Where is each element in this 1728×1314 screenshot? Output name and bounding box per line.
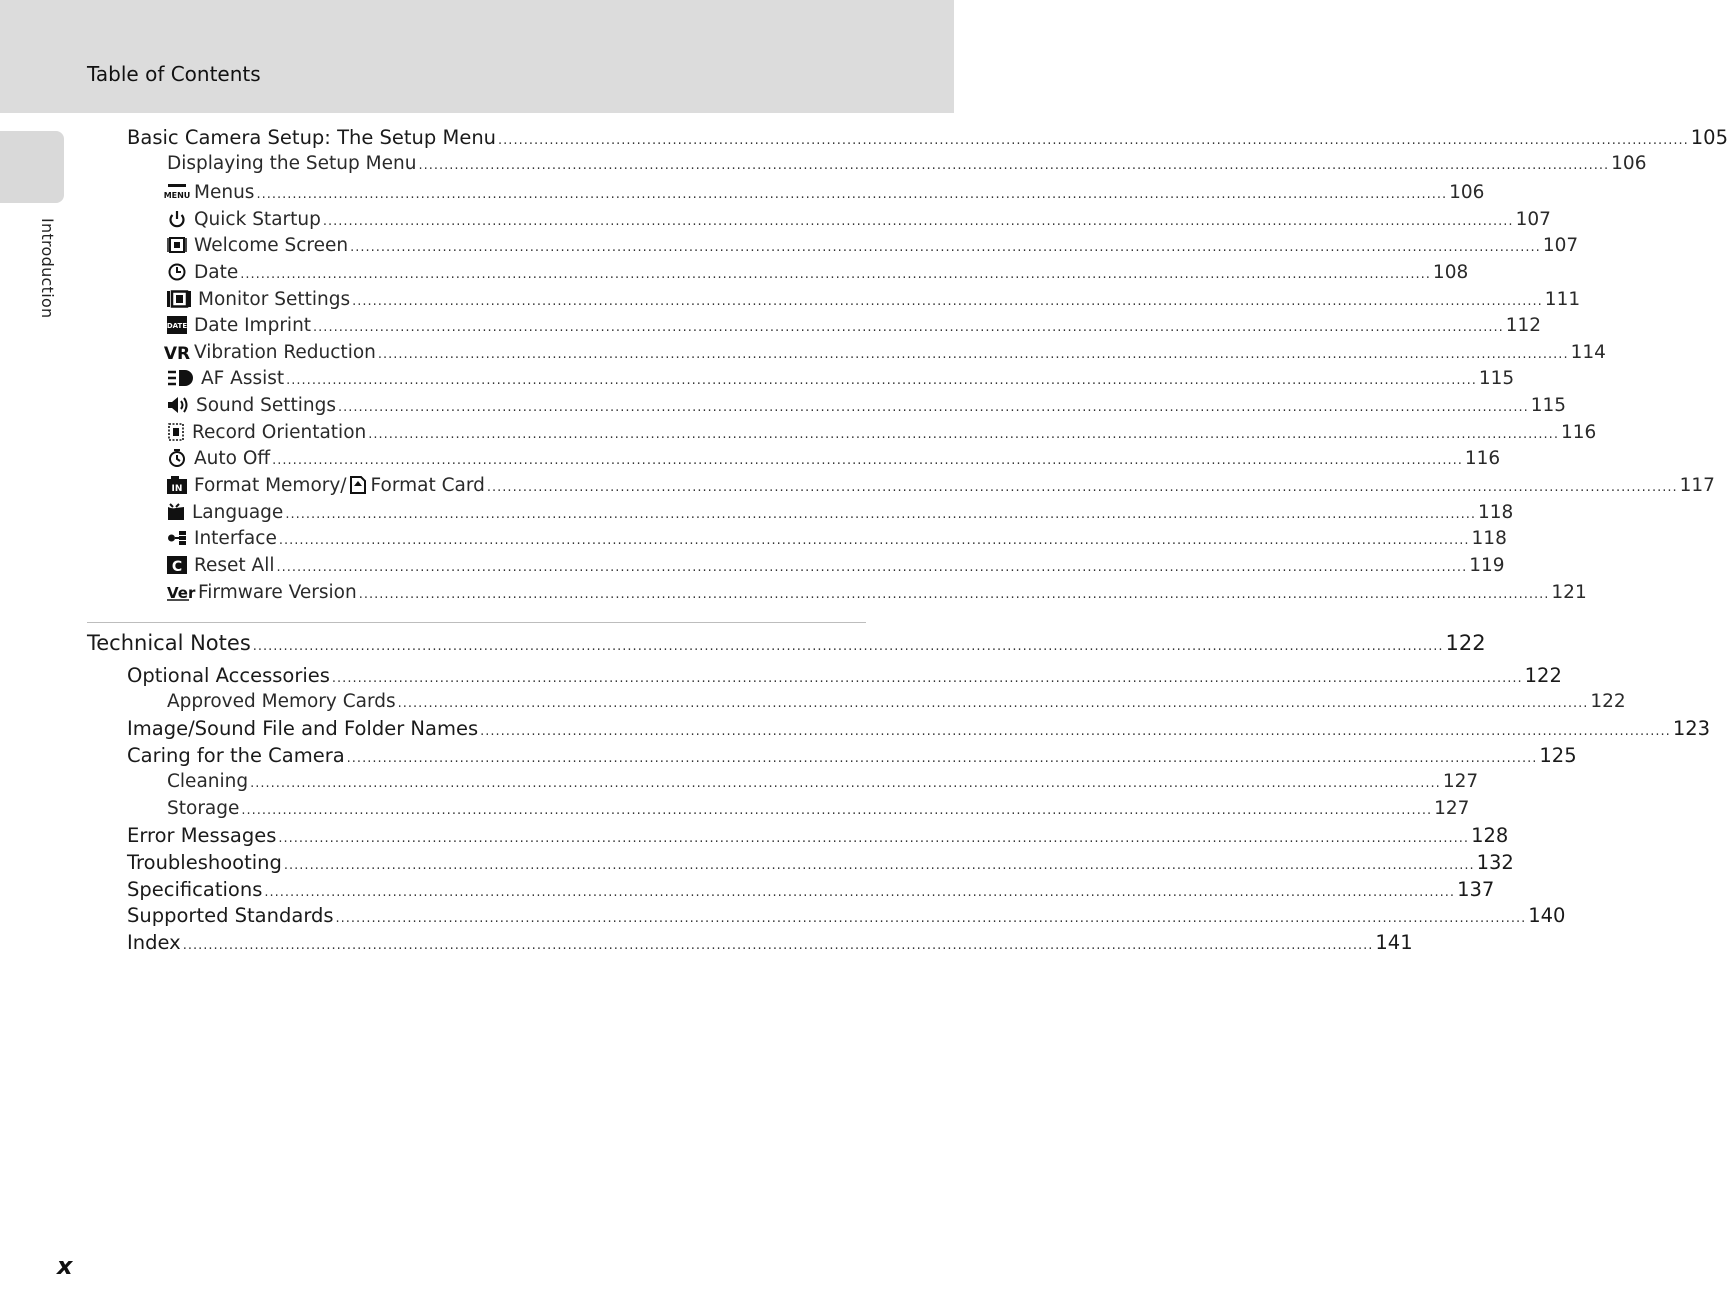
toc-entry-label: Specifications xyxy=(127,878,263,901)
toc-entry-date-imprint[interactable] xyxy=(166,313,1542,336)
toc-page-number: 132 xyxy=(1476,851,1514,874)
leader-dots xyxy=(352,294,1543,309)
speaker-icon xyxy=(167,396,189,414)
toc-page-number: 122 xyxy=(1524,664,1562,687)
menu-icon xyxy=(163,183,191,201)
toc-entry-label: Optional Accessories xyxy=(127,664,330,687)
toc-page-number: 118 xyxy=(1471,528,1507,549)
leader-dots xyxy=(350,240,1541,255)
af-assist-icon xyxy=(167,369,194,387)
toc-entry-technical-notes[interactable] xyxy=(87,631,1486,655)
toc-entry-file-folder-names[interactable] xyxy=(127,717,1711,740)
toc-entry-label: AF Assist xyxy=(201,368,285,389)
toc-page-number: 118 xyxy=(1478,502,1514,523)
toc-entry-reset-all[interactable] xyxy=(167,553,1505,576)
toc-entry-setup-menu[interactable] xyxy=(127,126,1728,149)
toc-entry-label: Image/Sound File and Folder Names xyxy=(127,717,479,740)
toc-entry-displaying-setup-menu[interactable] xyxy=(167,153,1647,174)
toc-entry-menus[interactable] xyxy=(163,180,1485,203)
toc-page-number: 116 xyxy=(1560,422,1597,443)
toc-entry-label: Error Messages xyxy=(127,824,277,847)
toc-entry-af-assist[interactable] xyxy=(167,366,1515,389)
orientation-icon xyxy=(167,423,185,441)
leader-dots xyxy=(279,533,1470,548)
toc-page-number: 122 xyxy=(1445,631,1486,655)
firmware-version-icon xyxy=(167,583,196,602)
toc-entry-label: Index xyxy=(127,931,181,954)
toc-entry-label: Sound Settings xyxy=(196,395,337,416)
svg-text:VR: VR xyxy=(163,344,191,364)
toc-entry-label: Date Imprint xyxy=(194,315,312,336)
leader-dots xyxy=(418,158,1609,173)
auto-off-icon xyxy=(167,449,187,467)
vr-icon xyxy=(163,343,191,364)
svg-text:DATE: DATE xyxy=(166,322,188,330)
toc-page-number: 127 xyxy=(1434,798,1470,819)
toc-entry-label: Reset All xyxy=(194,555,275,576)
toc-entry-record-orientation[interactable] xyxy=(167,420,1597,443)
leader-dots xyxy=(487,480,1678,495)
leader-dots xyxy=(313,320,1504,335)
toc-page-number: 117 xyxy=(1679,475,1715,496)
section-tab-label: Introduction xyxy=(38,218,57,319)
leader-dots xyxy=(332,671,1523,686)
leader-dots xyxy=(241,803,1432,818)
leader-dots xyxy=(284,858,1475,873)
toc-entry-monitor-settings[interactable] xyxy=(167,287,1581,310)
leader-dots xyxy=(272,453,1463,468)
toc-page-number: 114 xyxy=(1570,342,1606,363)
toc-entry-optional-accessories[interactable] xyxy=(127,664,1562,687)
toc-entry-format-memory[interactable] xyxy=(167,473,1715,496)
svg-text:Ver: Ver xyxy=(167,584,196,602)
toc-page-number: 137 xyxy=(1457,878,1495,901)
toc-entry-label: Welcome Screen xyxy=(194,235,349,256)
leader-dots xyxy=(286,373,1477,388)
toc-entry-label: Cleaning xyxy=(167,771,249,792)
toc-entry-label: Auto Off xyxy=(194,448,271,469)
leader-dots xyxy=(183,938,1374,953)
toc-entry-welcome-screen[interactable] xyxy=(167,233,1579,256)
leader-dots xyxy=(347,751,1538,766)
toc-page-number: 116 xyxy=(1464,448,1501,469)
format-memory-icon xyxy=(167,476,187,494)
toc-entry-firmware-version[interactable] xyxy=(167,580,1587,603)
svg-text:IN: IN xyxy=(171,484,183,494)
svg-text:MENU: MENU xyxy=(163,191,191,200)
page-folio: x xyxy=(57,1252,73,1280)
leader-dots xyxy=(368,427,1559,442)
leader-dots xyxy=(253,639,1444,654)
toc-entry-interface[interactable] xyxy=(167,526,1507,549)
power-icon xyxy=(167,210,187,228)
toc-entry-label: Menus xyxy=(194,182,255,203)
toc-page-number: 140 xyxy=(1528,904,1566,927)
page-title: Table of Contents xyxy=(87,62,261,86)
svg-text:C: C xyxy=(171,559,183,575)
toc-entry-label: Format Memory/ xyxy=(194,475,347,496)
toc-entry-label: Basic Camera Setup: The Setup Menu xyxy=(127,126,497,149)
toc-entry-auto-off[interactable] xyxy=(167,446,1501,469)
toc-page-number: 107 xyxy=(1515,209,1551,230)
toc-entry-sound-settings[interactable] xyxy=(167,393,1567,416)
toc-entry-label: Monitor Settings xyxy=(198,289,351,310)
toc-page-number: 106 xyxy=(1449,182,1485,203)
toc-entry-date[interactable] xyxy=(167,260,1469,283)
toc-entry-label: Troubleshooting xyxy=(127,851,282,874)
toc-entry-troubleshooting[interactable] xyxy=(127,851,1514,874)
leader-dots xyxy=(240,267,1431,282)
leader-dots xyxy=(336,911,1527,926)
toc-page-number: 121 xyxy=(1551,582,1587,603)
leader-dots xyxy=(378,347,1569,362)
toc-page-number: 112 xyxy=(1505,315,1542,336)
toc-page-number: 107 xyxy=(1542,235,1579,256)
interface-icon xyxy=(167,529,187,547)
toc-entry-label: Interface xyxy=(194,528,277,549)
leader-dots xyxy=(278,831,1469,846)
toc-page-number: 123 xyxy=(1672,717,1711,740)
header-band xyxy=(0,0,954,113)
toc-entry-label: Displaying the Setup Menu xyxy=(167,153,417,174)
leader-dots xyxy=(359,587,1550,602)
toc-entry-storage[interactable] xyxy=(167,798,1470,819)
toc-entry-label: Caring for the Camera xyxy=(127,744,345,767)
clock-icon xyxy=(167,263,187,281)
leader-dots xyxy=(480,724,1671,739)
toc-entry-label: Record Orientation xyxy=(192,422,367,443)
toc-page-number: 115 xyxy=(1530,395,1567,416)
toc-entry-label: Vibration Reduction xyxy=(194,342,376,363)
toc-entry-label: Date xyxy=(194,262,239,283)
leader-dots xyxy=(398,696,1589,711)
memory-card-icon xyxy=(349,476,367,494)
leader-dots xyxy=(285,507,1476,522)
toc-page-number: 141 xyxy=(1375,931,1413,954)
toc-entry-label: Approved Memory Cards xyxy=(167,691,396,712)
toc-page-number: 125 xyxy=(1539,744,1577,767)
toc-entry-label-suffix: Format Card xyxy=(370,475,485,496)
leader-dots xyxy=(264,885,1455,900)
toc-entry-specifications[interactable] xyxy=(127,878,1495,901)
toc-entry-index[interactable] xyxy=(127,931,1413,954)
toc-entry-error-messages[interactable] xyxy=(127,824,1509,847)
leader-dots xyxy=(323,214,1514,229)
toc-entry-label: Quick Startup xyxy=(194,209,321,230)
toc-entry-caring-for-camera[interactable] xyxy=(127,744,1577,767)
toc-page-number: 105 xyxy=(1690,126,1728,149)
leader-dots xyxy=(277,560,1468,575)
welcome-screen-icon xyxy=(167,236,187,254)
toc-entry-cleaning[interactable] xyxy=(167,771,1479,792)
toc-entry-label: Language xyxy=(192,502,284,523)
toc-page-number: 106 xyxy=(1611,153,1647,174)
toc-entry-quick-startup[interactable] xyxy=(167,207,1551,230)
toc-entry-supported-standards[interactable] xyxy=(127,904,1566,927)
toc-entry-label: Firmware Version xyxy=(198,582,357,603)
reset-icon xyxy=(167,556,187,574)
toc-entry-vibration-reduction[interactable] xyxy=(163,340,1606,364)
leader-dots xyxy=(250,776,1441,791)
leader-dots xyxy=(256,187,1447,202)
toc-page-number: 115 xyxy=(1478,368,1515,389)
leader-dots xyxy=(338,400,1529,415)
toc-entry-label: Supported Standards xyxy=(127,904,334,927)
toc-page-number: 122 xyxy=(1590,691,1626,712)
section-tab xyxy=(0,131,64,203)
section-divider xyxy=(87,622,866,623)
toc-page-number: 127 xyxy=(1442,771,1479,792)
toc-page-number: 119 xyxy=(1469,555,1505,576)
leader-dots xyxy=(498,133,1689,148)
toc-entry-language[interactable] xyxy=(167,500,1514,523)
language-icon xyxy=(167,503,185,521)
date-imprint-icon xyxy=(167,316,187,334)
toc-entry-label: Technical Notes xyxy=(87,631,251,655)
monitor-icon xyxy=(167,290,191,308)
toc-page-number: 111 xyxy=(1544,289,1581,310)
toc-page-number: 128 xyxy=(1471,824,1509,847)
toc-page-number: 108 xyxy=(1432,262,1469,283)
toc-entry-approved-memory-cards[interactable] xyxy=(167,691,1626,712)
toc-entry-label: Storage xyxy=(167,798,240,819)
